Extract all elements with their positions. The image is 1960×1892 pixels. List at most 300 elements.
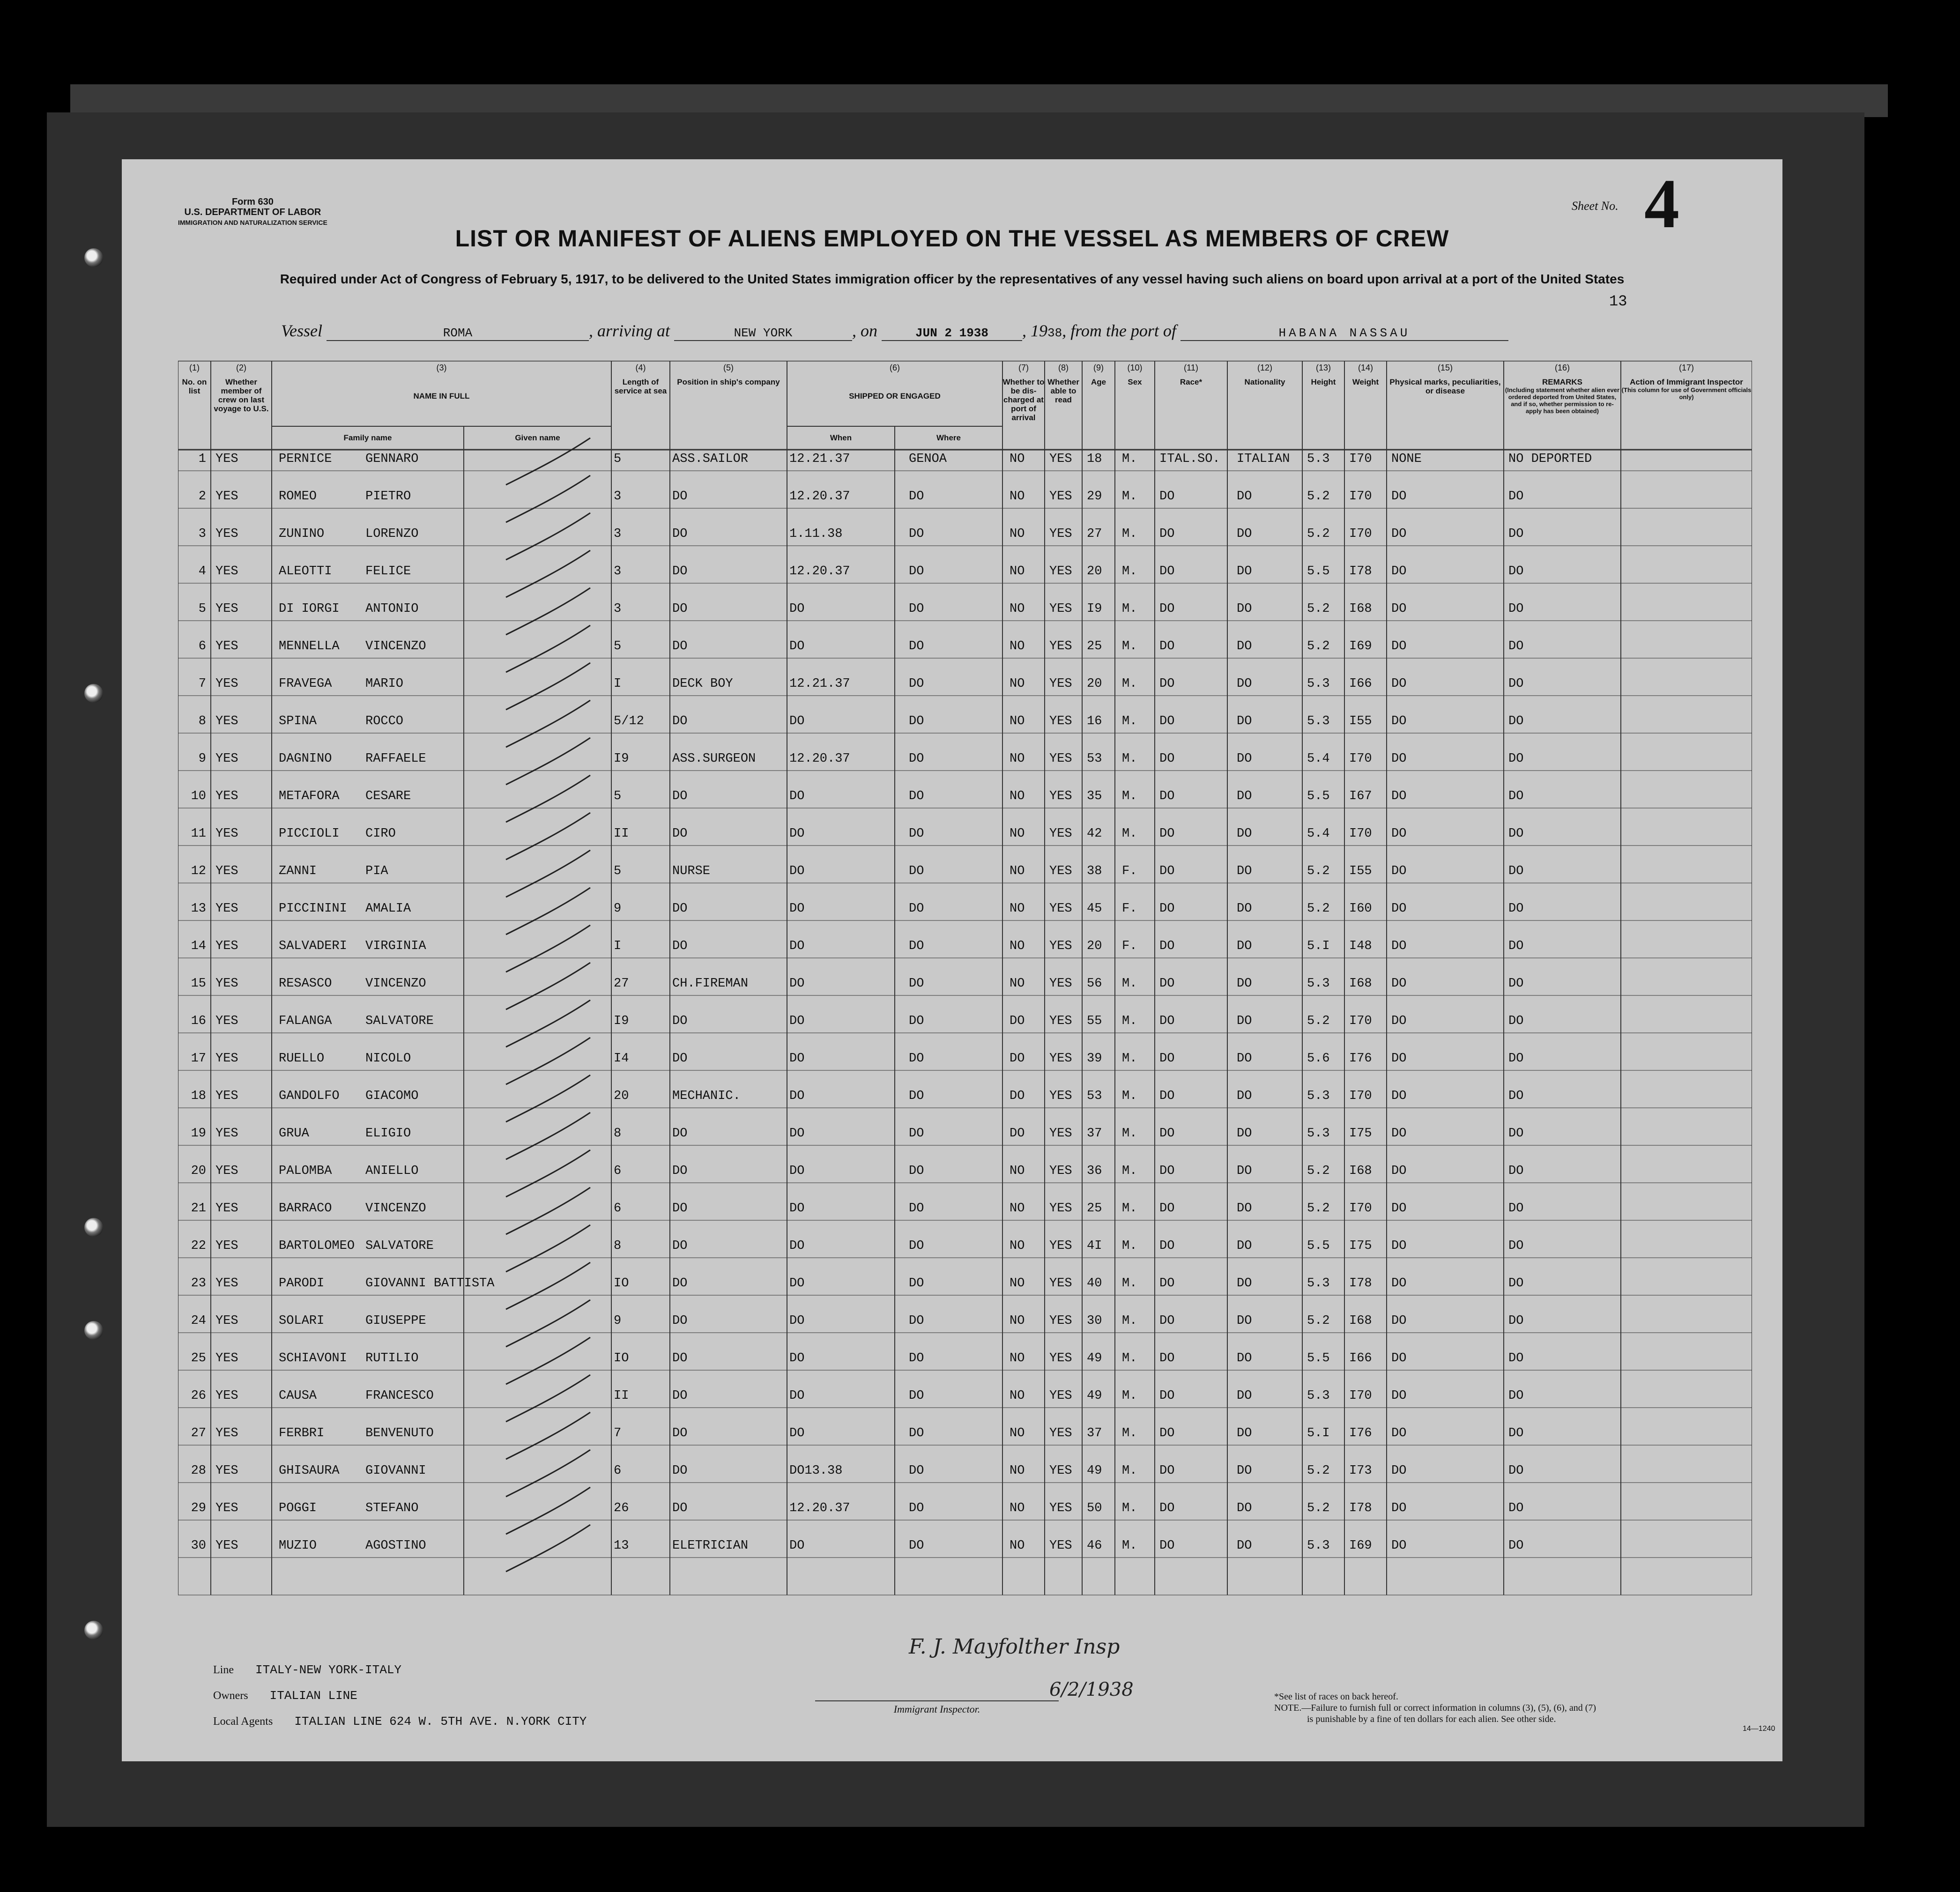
column-header — [1002, 363, 1045, 422]
cell-sex: M. — [1122, 827, 1137, 841]
cell-discharged: NO — [1010, 1389, 1025, 1403]
cell-sex: M. — [1122, 1464, 1137, 1478]
cell-where: DO — [909, 677, 924, 691]
cell-read: YES — [1049, 639, 1072, 653]
cell-height: 5.4 — [1307, 752, 1330, 766]
column-number: (8) — [1058, 363, 1069, 372]
check-mark-icon — [506, 700, 590, 747]
cell-marks: DO — [1391, 564, 1407, 579]
column-header — [1115, 363, 1155, 386]
column-label: Whether to be dis-charged at port of arrival — [1002, 378, 1045, 422]
column-note: (Including statement whether alien ever ordered deported from United States, and if so, whether permission to re-apply has been obtained) — [1505, 386, 1620, 415]
cell-discharged: NO — [1010, 639, 1025, 653]
cell-discharged: NO — [1010, 902, 1025, 916]
cell-sex: M. — [1122, 1052, 1137, 1066]
column-subheader: When — [830, 433, 852, 442]
cell-discharged: NO — [1010, 564, 1025, 579]
cell-no: 6 — [198, 639, 206, 653]
cell-nationality: DO — [1237, 1014, 1252, 1028]
cell-marks: DO — [1391, 864, 1407, 878]
column-header — [178, 363, 211, 395]
cell-position: DO — [672, 639, 688, 653]
cell-height: 5.2 — [1307, 490, 1330, 504]
cell-height: 5.5 — [1307, 1351, 1330, 1365]
cell-when: DO — [789, 1202, 805, 1216]
cell-height: 5.2 — [1307, 1464, 1330, 1478]
column-number: (7) — [1018, 363, 1029, 372]
cell-read: YES — [1049, 714, 1072, 728]
check-mark-icon — [506, 1412, 590, 1459]
cell-weight: I70 — [1349, 1389, 1372, 1403]
cell-sex: M. — [1122, 1501, 1137, 1515]
cell-where: DO — [909, 1127, 924, 1141]
cell-discharged: NO — [1010, 1539, 1025, 1553]
cell-family: CAUSA — [279, 1389, 317, 1403]
cell-prev: YES — [215, 1089, 238, 1103]
cell-family: PERNICE — [279, 452, 332, 466]
cell-discharged: NO — [1010, 864, 1025, 878]
cell-family: SPINA — [279, 714, 317, 728]
cell-where: DO — [909, 490, 924, 504]
cell-age: 27 — [1087, 527, 1102, 541]
cell-when: DO — [789, 1539, 805, 1553]
cell-when: 1.11.38 — [789, 527, 843, 541]
cell-read: YES — [1049, 864, 1072, 878]
cell-no: 19 — [191, 1127, 206, 1141]
cell-race: DO — [1159, 490, 1175, 504]
cell-given: PIETRO — [365, 490, 411, 504]
cell-when: DO — [789, 902, 805, 916]
cell-age: 49 — [1087, 1464, 1102, 1478]
vessel-name: ROMA — [327, 326, 589, 341]
cell-no: 16 — [191, 1014, 206, 1028]
cell-race: ITAL.SO. — [1159, 452, 1220, 466]
cell-race: DO — [1159, 1276, 1175, 1291]
cell-service: 5/12 — [614, 714, 644, 728]
cell-no: 18 — [191, 1089, 206, 1103]
cell-weight: I75 — [1349, 1127, 1372, 1141]
cell-remarks: DO — [1508, 1351, 1524, 1365]
cell-height: 5.5 — [1307, 789, 1330, 803]
cell-height: 5.4 — [1307, 827, 1330, 841]
cell-sex: F. — [1122, 864, 1137, 878]
cell-given: VINCENZO — [365, 639, 426, 653]
cell-weight: I69 — [1349, 1539, 1372, 1553]
column-number: (16) — [1554, 363, 1570, 372]
cell-marks: DO — [1391, 1276, 1407, 1291]
cell-marks: DO — [1391, 639, 1407, 653]
cell-no: 13 — [191, 902, 206, 916]
cell-given: ELIGIO — [365, 1127, 411, 1141]
check-mark-icon — [506, 513, 590, 560]
cell-weight: I68 — [1349, 1314, 1372, 1328]
cell-read: YES — [1049, 977, 1072, 991]
cell-weight: I70 — [1349, 827, 1372, 841]
cell-weight: I76 — [1349, 1052, 1372, 1066]
cell-when: DO — [789, 714, 805, 728]
cell-age: 29 — [1087, 490, 1102, 504]
cell-discharged: DO — [1010, 1089, 1025, 1103]
cell-where: DO — [909, 789, 924, 803]
cell-read: YES — [1049, 1539, 1072, 1553]
cell-height: 5.I — [1307, 1426, 1330, 1440]
cell-given: GIUSEPPE — [365, 1314, 426, 1328]
column-label: NAME IN FULL — [413, 392, 470, 401]
cell-family: MENNELLA — [279, 639, 340, 653]
cell-nationality: DO — [1237, 1239, 1252, 1253]
cell-race: DO — [1159, 1127, 1175, 1141]
check-mark-icon — [506, 663, 590, 710]
cell-position: DO — [672, 1052, 688, 1066]
cell-discharged: NO — [1010, 1164, 1025, 1178]
on-label: , on — [852, 321, 877, 340]
cell-nationality: DO — [1237, 714, 1252, 728]
column-label: Length of service at sea — [614, 378, 667, 395]
cell-height: 5.3 — [1307, 1276, 1330, 1291]
cell-where: DO — [909, 602, 924, 616]
cell-no: 3 — [198, 527, 206, 541]
line-row — [213, 1663, 401, 1677]
cell-position: DO — [672, 1276, 688, 1291]
cell-nationality: DO — [1237, 1351, 1252, 1365]
check-mark-icon — [506, 1487, 590, 1534]
cell-when: DO — [789, 1239, 805, 1253]
cell-prev: YES — [215, 1389, 238, 1403]
cell-family: SALVADERI — [279, 939, 347, 953]
column-number: (14) — [1358, 363, 1373, 372]
cell-when: DO — [789, 939, 805, 953]
cell-remarks: NO DEPORTED — [1508, 452, 1592, 466]
cell-position: DO — [672, 1351, 688, 1365]
cell-prev: YES — [215, 977, 238, 991]
cell-family: SOLARI — [279, 1314, 325, 1328]
cell-weight: I55 — [1349, 864, 1372, 878]
check-mark-icon — [506, 850, 590, 897]
column-number: (1) — [189, 363, 200, 372]
cell-nationality: DO — [1237, 902, 1252, 916]
line-label: Line — [213, 1664, 234, 1676]
cell-read: YES — [1049, 1389, 1072, 1403]
cell-nationality: DO — [1237, 752, 1252, 766]
owners-value: ITALIAN LINE — [269, 1689, 357, 1703]
cell-position: DO — [672, 1426, 688, 1440]
cell-service: 6 — [614, 1202, 622, 1216]
check-mark-icon — [506, 550, 590, 597]
cell-read: YES — [1049, 677, 1072, 691]
check-mark-icon — [506, 888, 590, 935]
check-mark-icon — [506, 1337, 590, 1384]
cell-remarks: DO — [1508, 1127, 1524, 1141]
cell-weight: I70 — [1349, 1014, 1372, 1028]
cell-race: DO — [1159, 1014, 1175, 1028]
cell-weight: I68 — [1349, 977, 1372, 991]
column-label: Race* — [1180, 378, 1203, 386]
cell-nationality: DO — [1237, 490, 1252, 504]
cell-service: 5 — [614, 639, 622, 653]
cell-sex: M. — [1122, 564, 1137, 579]
cell-sex: M. — [1122, 1239, 1137, 1253]
cell-marks: DO — [1391, 677, 1407, 691]
column-label: Nationality — [1244, 378, 1285, 386]
check-mark-icon — [506, 1262, 590, 1309]
cell-when: DO — [789, 639, 805, 653]
cell-family: ZUNINO — [279, 527, 325, 541]
cell-service: I9 — [614, 752, 629, 766]
cell-service: 13 — [614, 1539, 629, 1553]
cell-position: DO — [672, 902, 688, 916]
cell-position: ELETRICIAN — [672, 1539, 749, 1553]
cell-remarks: DO — [1508, 827, 1524, 841]
cell-when: DO — [789, 602, 805, 616]
cell-remarks: DO — [1508, 677, 1524, 691]
footnote-penalty-cont: is punishable by a fine of ten dollars for each alien. See other side. — [1307, 1714, 1556, 1724]
cell-race: DO — [1159, 1164, 1175, 1178]
cell-prev: YES — [215, 827, 238, 841]
cell-nationality: DO — [1237, 939, 1252, 953]
voyage-line — [281, 321, 1508, 341]
cell-sex: M. — [1122, 1539, 1137, 1553]
cell-prev: YES — [215, 752, 238, 766]
cell-marks: DO — [1391, 1539, 1407, 1553]
cell-prev: YES — [215, 490, 238, 504]
date-stamp: JUN 2 1938 — [882, 326, 1022, 341]
cell-read: YES — [1049, 1014, 1072, 1028]
cell-age: 42 — [1087, 827, 1102, 841]
cell-remarks: DO — [1508, 1089, 1524, 1103]
cell-prev: YES — [215, 1052, 238, 1066]
cell-marks: DO — [1391, 789, 1407, 803]
cell-remarks: DO — [1508, 789, 1524, 803]
cell-no: 12 — [191, 864, 206, 878]
vessel-label: Vessel — [281, 321, 322, 340]
cell-service: 20 — [614, 1089, 629, 1103]
cell-height: 5.3 — [1307, 1089, 1330, 1103]
cell-given: VINCENZO — [365, 977, 426, 991]
cell-weight: I70 — [1349, 490, 1372, 504]
cell-weight: I75 — [1349, 1239, 1372, 1253]
column-label: Whether able to read — [1047, 378, 1079, 404]
cell-race: DO — [1159, 864, 1175, 878]
cell-position: DO — [672, 564, 688, 579]
cell-weight: I55 — [1349, 714, 1372, 728]
cell-where: DO — [909, 1014, 924, 1028]
check-mark-icon — [506, 775, 590, 822]
cell-prev: YES — [215, 1501, 238, 1515]
cell-no: 10 — [191, 789, 206, 803]
check-mark-icon — [506, 1300, 590, 1347]
column-header — [1227, 363, 1302, 386]
cell-service: I9 — [614, 1014, 629, 1028]
cell-prev: YES — [215, 864, 238, 878]
cell-position: DO — [672, 827, 688, 841]
cell-nationality: DO — [1237, 977, 1252, 991]
cell-remarks: DO — [1508, 602, 1524, 616]
signature-date: 6/2/1938 — [1049, 1679, 1134, 1700]
cell-where: DO — [909, 1164, 924, 1178]
check-mark-icon — [506, 625, 590, 672]
column-label: Height — [1311, 378, 1336, 386]
cell-remarks: DO — [1508, 1014, 1524, 1028]
column-header — [787, 363, 1002, 401]
column-header — [211, 363, 272, 413]
cell-service: 6 — [614, 1464, 622, 1478]
cell-when: 12.20.37 — [789, 564, 850, 579]
cell-race: DO — [1159, 677, 1175, 691]
cell-service: 9 — [614, 1314, 622, 1328]
cell-where: DO — [909, 939, 924, 953]
cell-position: DO — [672, 1389, 688, 1403]
cell-prev: YES — [215, 714, 238, 728]
cell-when: DO — [789, 864, 805, 878]
cell-read: YES — [1049, 1164, 1072, 1178]
check-mark-icon — [506, 1150, 590, 1197]
cell-discharged: NO — [1010, 1276, 1025, 1291]
cell-no: 5 — [198, 602, 206, 616]
cell-discharged: DO — [1010, 1014, 1025, 1028]
cell-race: DO — [1159, 1089, 1175, 1103]
cell-age: 36 — [1087, 1164, 1102, 1178]
cell-weight: I66 — [1349, 677, 1372, 691]
departure-port: HABANA NASSAU — [1180, 326, 1508, 341]
cell-family: ZANNI — [279, 864, 317, 878]
cell-family: DI IORGI — [279, 602, 340, 616]
check-mark-icon — [506, 438, 590, 485]
cell-marks: DO — [1391, 1464, 1407, 1478]
cell-family: DAGNINO — [279, 752, 332, 766]
cell-height: 5.3 — [1307, 452, 1330, 466]
cell-when: DO — [789, 827, 805, 841]
cell-marks: DO — [1391, 1127, 1407, 1141]
cell-service: 7 — [614, 1426, 622, 1440]
cell-given: FRANCESCO — [365, 1389, 434, 1403]
cell-marks: DO — [1391, 977, 1407, 991]
punch-hole-icon — [84, 1621, 103, 1640]
cell-where: DO — [909, 1089, 924, 1103]
cell-age: 20 — [1087, 564, 1102, 579]
cell-sex: M. — [1122, 490, 1137, 504]
cell-sex: F. — [1122, 939, 1137, 953]
form-code: 14—1240 — [1743, 1725, 1775, 1733]
cell-no: 22 — [191, 1239, 206, 1253]
cell-age: 46 — [1087, 1539, 1102, 1553]
cell-service: 26 — [614, 1501, 629, 1515]
cell-family: PALOMBA — [279, 1164, 332, 1178]
cell-nationality: DO — [1237, 1464, 1252, 1478]
cell-read: YES — [1049, 490, 1072, 504]
cell-age: 37 — [1087, 1426, 1102, 1440]
cell-marks: DO — [1391, 1014, 1407, 1028]
cell-nationality: DO — [1237, 1052, 1252, 1066]
cell-where: DO — [909, 714, 924, 728]
cell-service: II — [614, 1389, 629, 1403]
cell-no: 9 — [198, 752, 206, 766]
cell-given: RUTILIO — [365, 1351, 419, 1365]
cell-sex: M. — [1122, 1351, 1137, 1365]
cell-given: ANTONIO — [365, 602, 419, 616]
cell-when: DO — [789, 1052, 805, 1066]
column-header — [1344, 363, 1387, 386]
cell-sex: M. — [1122, 527, 1137, 541]
cell-age: 40 — [1087, 1276, 1102, 1291]
cell-age: 55 — [1087, 1014, 1102, 1028]
check-mark-icon — [506, 1000, 590, 1047]
column-header — [1155, 363, 1227, 386]
cell-weight: I66 — [1349, 1351, 1372, 1365]
cell-given: SALVATORE — [365, 1014, 434, 1028]
cell-prev: YES — [215, 564, 238, 579]
cell-marks: DO — [1391, 1239, 1407, 1253]
cell-family: SCHIAVONI — [279, 1351, 347, 1365]
cell-given: ROCCO — [365, 714, 404, 728]
cell-given: BENVENUTO — [365, 1426, 434, 1440]
cell-remarks: DO — [1508, 939, 1524, 953]
column-number: (12) — [1257, 363, 1272, 372]
document-title: LIST OR MANIFEST OF ALIENS EMPLOYED ON THE VESSEL AS MEMBERS OF CREW — [455, 225, 1449, 252]
cell-marks: DO — [1391, 827, 1407, 841]
cell-sex: F. — [1122, 902, 1137, 916]
cell-prev: YES — [215, 677, 238, 691]
cell-where: DO — [909, 1239, 924, 1253]
check-mark-icon — [506, 1113, 590, 1159]
cell-service: IO — [614, 1276, 629, 1291]
cell-when: DO — [789, 1351, 805, 1365]
cell-race: DO — [1159, 789, 1175, 803]
cell-prev: YES — [215, 1464, 238, 1478]
check-mark-icon — [506, 1038, 590, 1084]
cell-read: YES — [1049, 752, 1072, 766]
cell-race: DO — [1159, 527, 1175, 541]
cell-age: 25 — [1087, 639, 1102, 653]
cell-nationality: DO — [1237, 1501, 1252, 1515]
cell-remarks: DO — [1508, 1052, 1524, 1066]
reference-number: 13 — [1609, 293, 1627, 310]
cell-family: FRAVEGA — [279, 677, 332, 691]
cell-remarks: DO — [1508, 490, 1524, 504]
cell-sex: M. — [1122, 1389, 1137, 1403]
cell-height: 5.3 — [1307, 1539, 1330, 1553]
cell-position: DO — [672, 1164, 688, 1178]
cell-read: YES — [1049, 1127, 1072, 1141]
check-mark-icon — [506, 1225, 590, 1272]
punch-hole-icon — [84, 1218, 103, 1237]
cell-given: VIRGINIA — [365, 939, 426, 953]
cell-family: RUELLO — [279, 1052, 325, 1066]
cell-nationality: DO — [1237, 1314, 1252, 1328]
cell-discharged: NO — [1010, 752, 1025, 766]
cell-family: FALANGA — [279, 1014, 332, 1028]
cell-age: 30 — [1087, 1314, 1102, 1328]
cell-where: DO — [909, 1426, 924, 1440]
cell-marks: DO — [1391, 1351, 1407, 1365]
column-label: REMARKS — [1542, 378, 1582, 386]
cell-sex: M. — [1122, 602, 1137, 616]
cell-remarks: DO — [1508, 714, 1524, 728]
cell-where: DO — [909, 752, 924, 766]
column-header — [1082, 363, 1115, 386]
cell-family: BARTOLOMEO — [279, 1239, 355, 1253]
cell-when: DO — [789, 1127, 805, 1141]
cell-sex: M. — [1122, 452, 1137, 466]
cell-read: YES — [1049, 1501, 1072, 1515]
cell-weight: I78 — [1349, 564, 1372, 579]
cell-no: 17 — [191, 1052, 206, 1066]
cell-read: YES — [1049, 789, 1072, 803]
year-label: , 19 — [1022, 321, 1047, 340]
cell-prev: YES — [215, 1539, 238, 1553]
cell-race: DO — [1159, 1501, 1175, 1515]
cell-nationality: DO — [1237, 1127, 1252, 1141]
cell-where: DO — [909, 1539, 924, 1553]
